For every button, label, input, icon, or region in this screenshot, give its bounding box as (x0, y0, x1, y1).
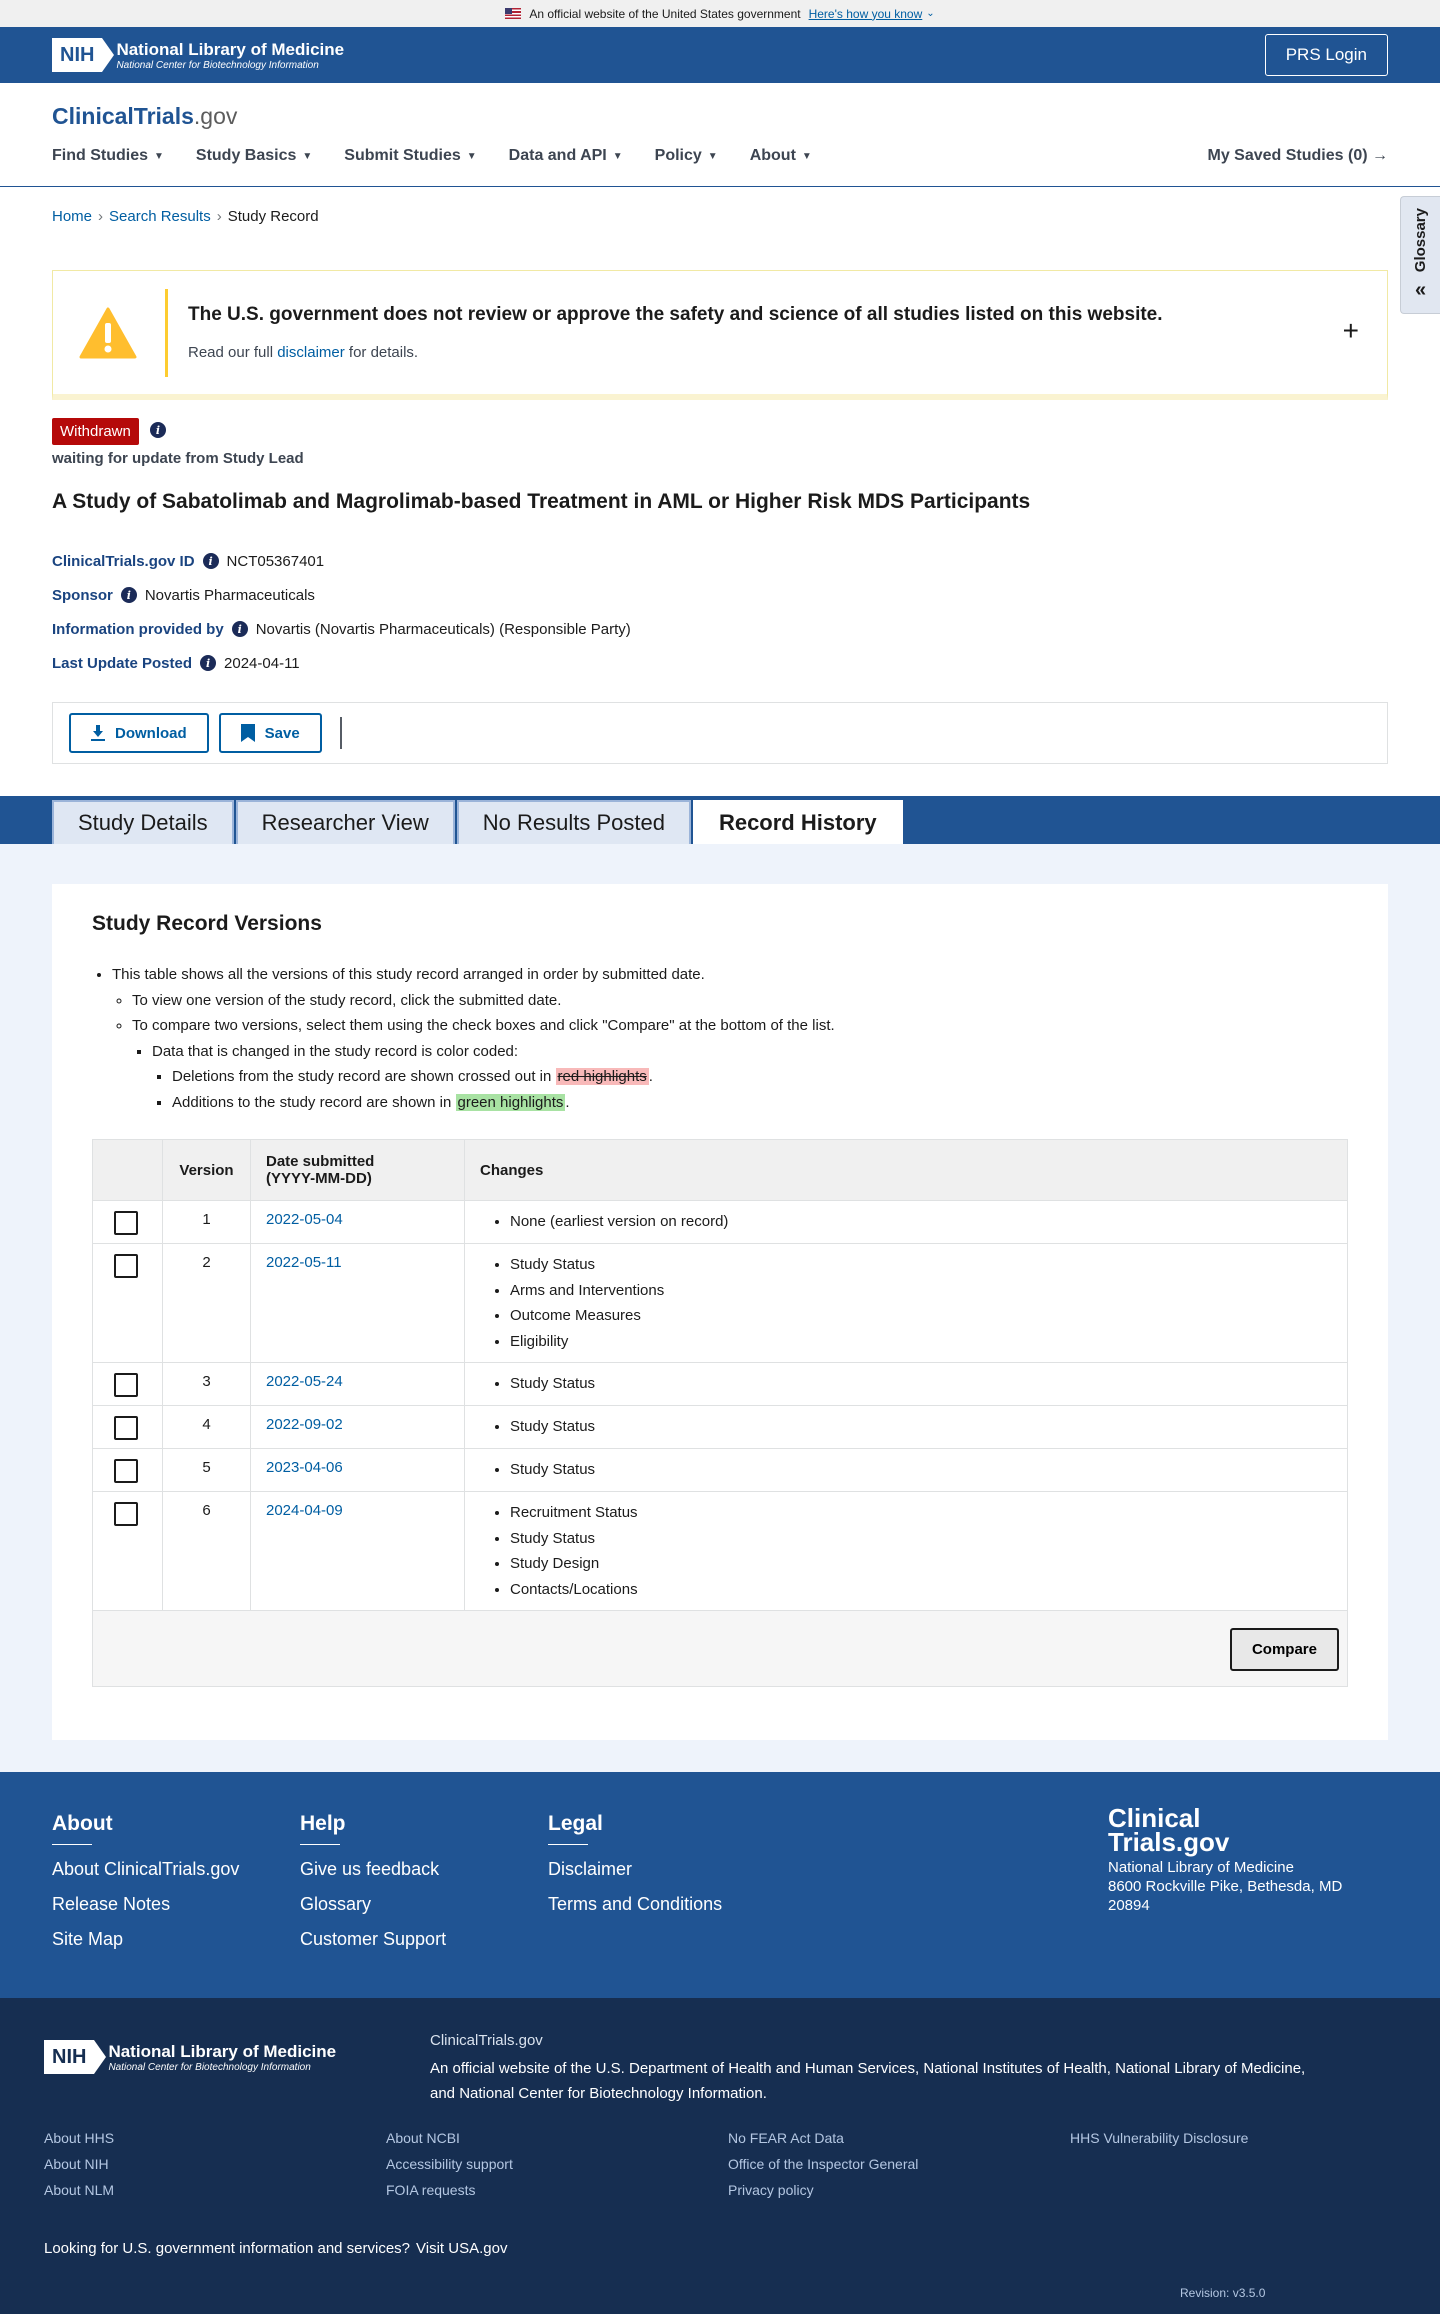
footer-gov-link[interactable]: About HHS (44, 2130, 115, 2146)
footer-col-about (52, 1812, 239, 1964)
note-item: ▪ Data that is changed in the study record is color coded: (152, 1039, 835, 1065)
nlm-logo[interactable] (52, 38, 344, 72)
header-select (93, 1140, 163, 1201)
footer-official-text (430, 2056, 1390, 2106)
sep: , (1106, 2060, 1116, 2077)
header-date-line2: (YYYY-MM-DD) (266, 1170, 372, 1187)
status-note: waiting for update from Study Lead (52, 450, 304, 467)
footer-addr1: 8600 Rockville Pike, Bethesda, MD (1108, 1878, 1343, 1895)
official-pre: An official website of the (430, 2060, 596, 2077)
meta-value: Novartis (Novartis Pharmaceuticals) (Responsible Party) (255, 620, 631, 638)
footer-rule (300, 1844, 340, 1845)
info-icon[interactable]: i (200, 655, 216, 671)
info-icon[interactable]: i (150, 422, 166, 438)
download-button[interactable] (69, 713, 209, 753)
footer-link[interactable]: Release Notes (52, 1894, 171, 1914)
chevron-down-icon: ▼ (302, 150, 313, 162)
change-item: • Study Status (510, 1526, 1332, 1552)
header-changes: Changes (465, 1140, 1348, 1201)
changes-cell (465, 1406, 1348, 1449)
chevron-right-icon: › (216, 208, 222, 225)
footer-logo-l1: Clinical (1108, 1803, 1201, 1833)
meta-nct-id (52, 544, 631, 578)
version-checkbox[interactable] (114, 1373, 138, 1397)
footer-link[interactable]: Glossary (300, 1894, 372, 1914)
disclaimer-post: for details. (344, 344, 419, 361)
select-cell (93, 1406, 163, 1449)
footer-gov-link[interactable]: Accessibility support (386, 2156, 513, 2172)
nav-label: Find Studies (52, 147, 148, 164)
version-date-link[interactable]: 2022-05-04 (266, 1211, 343, 1228)
select-cell (93, 1492, 163, 1611)
record-history-card (52, 884, 1388, 1740)
change-item: • Study Design (510, 1551, 1332, 1577)
nlm-title: National Library of Medicine (108, 2041, 337, 2061)
footer-link[interactable]: About ClinicalTrials.gov (52, 1859, 240, 1879)
breadcrumb-current: Study Record (227, 208, 319, 225)
sep: , (1301, 2060, 1306, 2077)
changes-cell (465, 1449, 1348, 1492)
ncbi-link[interactable]: National Center for Biotechnology Information (459, 2085, 763, 2102)
footer-link[interactable]: Customer Support (300, 1929, 447, 1949)
version-number: 5 (163, 1449, 251, 1492)
nav-submit-studies[interactable] (344, 147, 476, 165)
change-item: • Study Status (510, 1414, 1332, 1440)
footer-bottom (0, 1998, 1440, 2314)
note-item: • This table shows all the versions of this study record arranged in order by submitted date. (112, 962, 835, 988)
nav-policy[interactable] (655, 147, 718, 165)
footer-col-help (300, 1812, 446, 1964)
info-icon[interactable]: i (232, 621, 248, 637)
footer-rule (52, 1844, 92, 1845)
footer-brand (1108, 1803, 1343, 1915)
arrow-right-icon: → (1372, 147, 1388, 164)
meta-value: 2024-04-11 (224, 654, 300, 672)
version-number: 1 (163, 1201, 251, 1244)
end: . (762, 2085, 767, 2102)
nav-find-studies[interactable] (52, 147, 164, 165)
meta-label: ClinicalTrials.gov ID (52, 552, 195, 570)
change-item: • None (earliest version on record) (510, 1209, 1332, 1235)
note-item-deletions (172, 1064, 835, 1090)
version-date-link[interactable]: 2022-09-02 (266, 1416, 343, 1433)
footer-logo-l2: Trials.gov (1108, 1827, 1230, 1857)
change-item: • Study Status (510, 1252, 1332, 1278)
footer-gov-links (44, 2130, 1404, 2198)
and: and (430, 2085, 460, 2102)
nlm-link[interactable]: National Library of Medicine (1115, 2060, 1302, 2077)
footer-gov-link[interactable]: About NCBI (386, 2130, 460, 2146)
my-saved-studies-link[interactable] (1208, 147, 1389, 165)
footer-link[interactable]: Give us feedback (300, 1859, 440, 1879)
disclaimer-pre: Read our full (188, 344, 278, 361)
usa-gov-link[interactable]: Visit USA.gov (416, 2240, 508, 2257)
change-item: • Eligibility (510, 1329, 1332, 1355)
footer-site-name: ClinicalTrials.gov (430, 2032, 543, 2049)
meta-last-update (52, 646, 631, 680)
table-row (93, 1201, 1348, 1244)
footer-addr2: 20894 (1108, 1897, 1150, 1914)
version-checkbox[interactable] (114, 1416, 138, 1440)
version-checkbox[interactable] (114, 1211, 138, 1235)
study-title: A Study of Sabatolimab and Magrolimab-based Treatment in AML or Higher Risk MDS Participants (52, 490, 1031, 513)
logo-suffix: .gov (193, 103, 238, 129)
table-row (93, 1244, 1348, 1363)
footer-link[interactable]: Site Map (52, 1929, 124, 1949)
meta-value: NCT05367401 (226, 552, 325, 570)
red-highlight-sample: red highlights (557, 1068, 647, 1085)
chevron-down-icon: ▼ (154, 150, 164, 162)
sep: , (914, 2060, 924, 2077)
select-cell (93, 1449, 163, 1492)
saved-label: My Saved Studies (0) (1207, 147, 1368, 164)
tab-study-details[interactable]: Study Details (52, 800, 234, 844)
footer-link[interactable]: Terms and Conditions (548, 1894, 723, 1914)
disclaimer-link[interactable]: disclaimer (277, 344, 345, 361)
footer-gov-link[interactable]: HHS Vulnerability Disclosure (1070, 2130, 1249, 2146)
table-row (93, 1449, 1348, 1492)
table-footer-row (93, 1611, 1348, 1687)
warning-icon (79, 307, 137, 359)
version-date-link[interactable]: 2024-04-09 (266, 1502, 343, 1519)
breadcrumb-home[interactable]: Home (52, 208, 93, 225)
chevron-down-icon: ▼ (707, 150, 718, 162)
gov-banner-text: An official website of the United States government (529, 6, 801, 21)
version-date-link[interactable]: 2022-05-11 (266, 1254, 342, 1271)
date-cell (251, 1406, 465, 1449)
disclaimer-text (188, 344, 1163, 361)
ncbi-subtitle: National Center for Biotechnology Information (116, 59, 319, 71)
actions-toolbar (52, 702, 1388, 764)
footer-gov-link-empty (1070, 2156, 1412, 2172)
site-header (0, 83, 1440, 187)
nav-data-and-api[interactable] (509, 147, 623, 165)
footer-usa-line (44, 2240, 507, 2257)
change-item: • Arms and Interventions (510, 1278, 1332, 1304)
compare-button[interactable]: Compare (1230, 1628, 1339, 1671)
version-date-link[interactable]: 2023-04-06 (266, 1459, 343, 1476)
table-row (93, 1406, 1348, 1449)
footer-top (0, 1772, 1440, 1998)
select-cell (93, 1201, 163, 1244)
nav-label: Policy (654, 147, 702, 164)
save-label: Save (264, 724, 300, 742)
nav-label: Study Basics (195, 147, 297, 164)
download-label: Download (115, 724, 187, 742)
meta-sponsor (52, 578, 631, 612)
prs-login-button[interactable]: PRS Login (1265, 34, 1388, 76)
chevron-down-icon: ▼ (801, 150, 812, 162)
logo-main: ClinicalTrials (52, 103, 194, 129)
chevron-down-icon: ▼ (612, 150, 623, 162)
header-date (251, 1140, 465, 1201)
note-item: ◦ To compare two versions, select them using the check boxes and click "Compare" at the bottom of the list. (132, 1013, 835, 1039)
note-dot: . (648, 1068, 653, 1085)
version-checkbox[interactable] (114, 1502, 138, 1526)
table-header-row (93, 1140, 1348, 1201)
footer-link[interactable]: Disclaimer (548, 1859, 633, 1879)
change-item: • Outcome Measures (510, 1303, 1332, 1329)
footer-gov-link[interactable]: No FEAR Act Data (728, 2130, 844, 2146)
nav-study-basics[interactable] (196, 147, 312, 165)
version-number: 3 (163, 1363, 251, 1406)
meta-label: Last Update Posted (52, 654, 193, 672)
footer-rule (548, 1844, 588, 1845)
nih-badge: NIH (44, 2040, 94, 2074)
version-checkbox[interactable] (114, 1459, 138, 1483)
date-cell (251, 1449, 465, 1492)
footer-logo[interactable] (1108, 1803, 1342, 1857)
nav-label: About (749, 147, 796, 164)
meta-label: Sponsor (52, 586, 113, 604)
version-number: 6 (163, 1492, 251, 1611)
note-text: Additions to the study record are shown in (172, 1093, 456, 1111)
footer-heading: About (52, 1812, 113, 1835)
versions-table (92, 1139, 1348, 1687)
disclaimer-headline: The U.S. government does not review or approve the safety and science of all studies listed on this website. (188, 304, 1163, 325)
breadcrumb-search-results[interactable]: Search Results (109, 208, 211, 225)
changes-cell (465, 1363, 1348, 1406)
footer-address (1108, 1858, 1342, 1915)
select-cell (93, 1363, 163, 1406)
study-tabs (52, 800, 903, 844)
note-text: Deletions from the study record are shown crossed out in (172, 1068, 556, 1085)
change-item: • Recruitment Status (510, 1500, 1332, 1526)
green-highlight-sample: green highlights (457, 1093, 564, 1111)
select-cell (93, 1244, 163, 1363)
change-item: • Study Status (510, 1371, 1332, 1397)
tab-record-history[interactable]: Record History (693, 800, 903, 844)
nav-about[interactable] (750, 147, 812, 165)
revision-label: Revision: v3.5.0 (1180, 2286, 1266, 2300)
bookmark-icon (241, 724, 255, 742)
versions-heading: Study Record Versions (92, 912, 322, 935)
nih-link[interactable]: National Institutes of Health (923, 2060, 1107, 2077)
meta-label: Information provided by (52, 620, 224, 638)
ncbi-subtitle: National Center for Biotechnology Information (108, 2061, 311, 2073)
expand-plus-icon[interactable]: + (1342, 315, 1359, 346)
table-row (93, 1492, 1348, 1611)
clinicaltrials-logo[interactable] (52, 103, 237, 130)
nlm-title: National Library of Medicine (116, 39, 345, 59)
footer-gov-link[interactable]: Privacy policy (728, 2182, 814, 2198)
date-cell (251, 1244, 465, 1363)
double-chevron-left-icon: « (1414, 278, 1427, 301)
version-checkbox[interactable] (114, 1254, 138, 1278)
footer-nlm-logo[interactable] (44, 2040, 336, 2074)
save-button[interactable] (219, 713, 322, 753)
change-item: • Study Status (510, 1457, 1332, 1483)
note-item-additions (172, 1090, 835, 1116)
date-cell (251, 1201, 465, 1244)
chevron-down-icon: ▼ (466, 150, 477, 162)
footer-org: National Library of Medicine (1108, 1859, 1294, 1876)
header-version: Version (163, 1140, 251, 1201)
nav-label: Data and API (508, 147, 607, 164)
download-icon (91, 725, 105, 741)
footer-heading: Legal (548, 1812, 603, 1835)
info-icon[interactable]: i (203, 553, 219, 569)
tab-researcher-view[interactable]: Researcher View (236, 800, 455, 844)
date-cell (251, 1363, 465, 1406)
changes-cell (465, 1244, 1348, 1363)
study-meta-list (52, 544, 631, 680)
version-number: 4 (163, 1406, 251, 1449)
footer-gov-link[interactable]: About NIH (44, 2156, 109, 2172)
footer-gov-link[interactable]: About NLM (44, 2182, 115, 2198)
usa-question: Looking for U.S. government information and services? (44, 2240, 411, 2257)
main-nav (52, 147, 812, 165)
nav-label: Submit Studies (344, 147, 461, 164)
note-dot: . (565, 1093, 570, 1111)
footer-col-legal (548, 1812, 722, 1929)
chevron-down-icon: ⌄ (926, 8, 935, 19)
changes-cell (465, 1201, 1348, 1244)
versions-notes (92, 962, 835, 1115)
date-cell (251, 1492, 465, 1611)
table-row (93, 1363, 1348, 1406)
nih-badge: NIH (52, 38, 102, 72)
nih-header (0, 27, 1440, 83)
header-date-line1: Date submitted (266, 1153, 375, 1170)
chevron-right-icon: › (98, 208, 104, 225)
meta-value: Novartis Pharmaceuticals (144, 586, 315, 604)
change-item: • Contacts/Locations (510, 1577, 1332, 1603)
status-badge: Withdrawn (52, 418, 139, 445)
disclaimer-alert (52, 270, 1388, 400)
glossary-tab[interactable] (1400, 196, 1440, 314)
disclaimer-accent-bar (165, 289, 168, 377)
tab-no-results-posted[interactable]: No Results Posted (457, 800, 691, 844)
toolbar-divider (340, 717, 342, 749)
glossary-tab-label: Glossary (1412, 208, 1429, 273)
table-footer (93, 1611, 1348, 1687)
note-item: ◦ To view one version of the study record, click the submitted date. (132, 988, 835, 1014)
footer-gov-link[interactable]: Office of the Inspector General (728, 2156, 919, 2172)
meta-info-provided-by (52, 612, 631, 646)
hhs-link[interactable]: U.S. Department of Health and Human Services (595, 2060, 915, 2077)
changes-cell (465, 1492, 1348, 1611)
us-flag-icon (505, 8, 521, 19)
gov-banner (0, 0, 1440, 27)
breadcrumb (52, 208, 319, 225)
version-date-link[interactable]: 2022-05-24 (266, 1373, 343, 1390)
heres-how-you-know-link[interactable]: Here's how you know (808, 6, 923, 21)
footer-heading: Help (300, 1812, 346, 1835)
info-icon[interactable]: i (121, 587, 137, 603)
footer-gov-link[interactable]: FOIA requests (386, 2182, 476, 2198)
version-number: 2 (163, 1244, 251, 1363)
